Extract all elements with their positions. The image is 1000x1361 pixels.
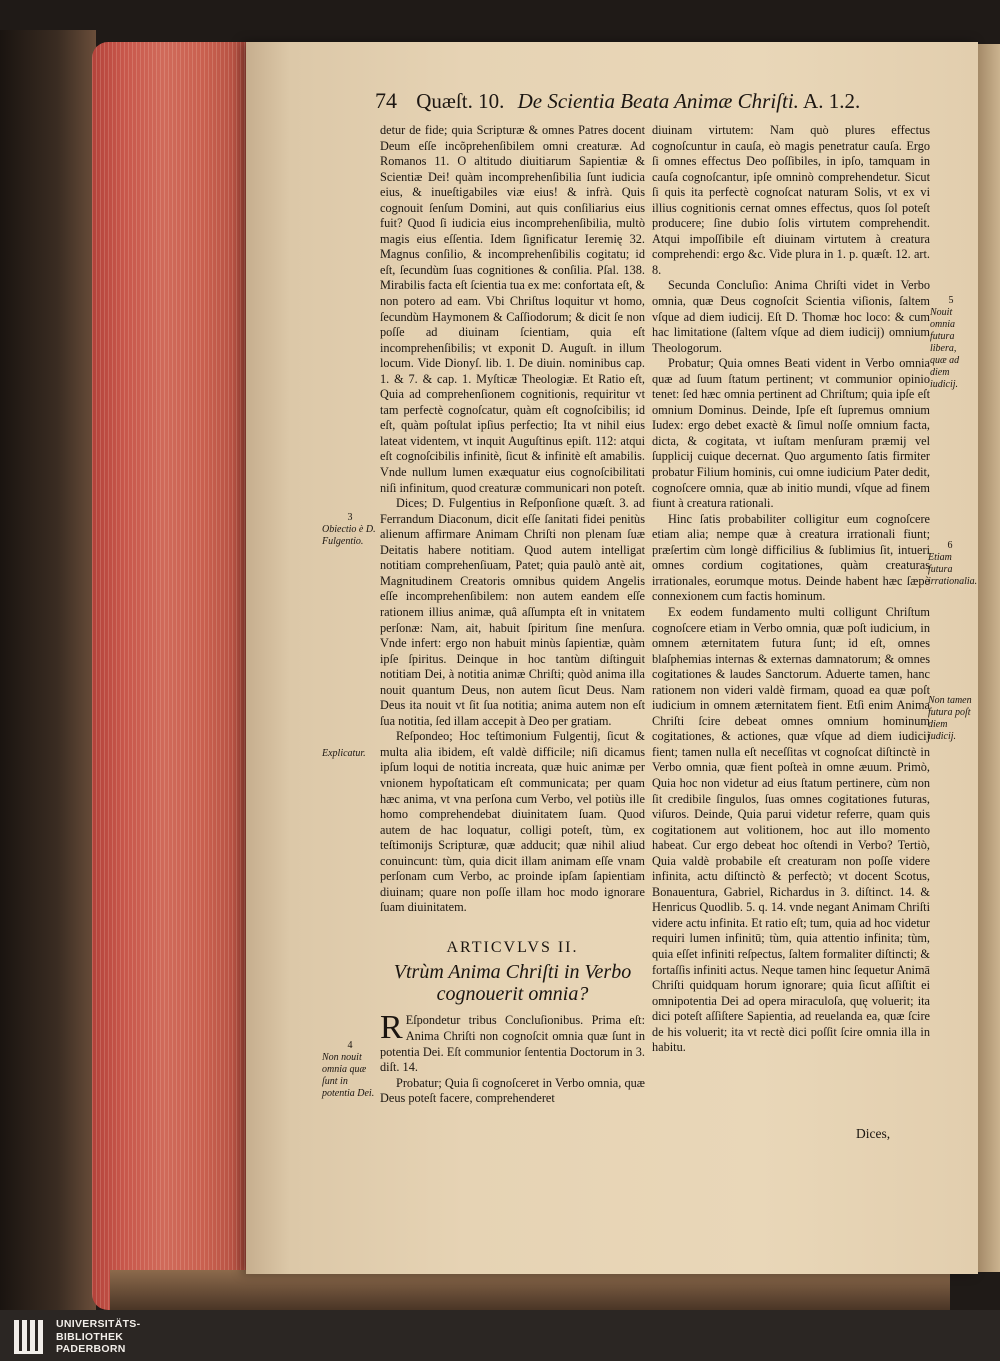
paragraph: detur de fide; quia Scripturæ & omnes Patres docent Deum eſſe incõprehenſibilem omni creaturæ. Ad Romanos 11. O altitudo diuitiarum Sapientiæ & Scientiæ Dei! quàm incomprehenſibilia ſunt iudicia eius, & inueſtigabiles viæ eius! & infrà. Quis cognouit ſenſum Domini, aut quis conſiliarius eius fuit? Quod ſi iudicia eius incomprehenſibilia, multò magis eius eſſentia. Idem ſignificatur Ieremię 32. Magnus conſilio, & incomprehenſibilis cogitatu; id eſt, ſecundùm ſuas cognitiones & conſilia. Pſal. 138. Mirabilis facta eſt ſcientia tua ex me: confortata eſt, & non potero ad eam. Vbi Chriſtus loquitur vt homo, ſecundùm Haymonem & Caſſiodorum; & dicit ſe non poſſe ad diuinam ſcientiam, quia eſt incomprehenſibilis; vt exponit D. Auguſt. in illum locum. Vide Dionyſ. lib. 1. De diuin. nominibus cap. 1. & 7. & cap. 1. Myſticæ Theologiæ. Et Ratio eſt, Quia ad comprehenſionem cognitionis, requiritur vt tam perfectè cognoſcatur, quàm eſt cognoſcibilis; id eſt, quàm poſtulat ipſius perfectio; Ita vt nihil eius lateat videntem, vt inquit Auguſtinus epiſt. 112: atqui eſt cognoſcibilis infinitè, ſicut & infinitè eſt amabilis. Vnde nullum lumen exæquatur eius cognoſcibilitati niſi infinitum, quod creaturæ communicari non poteſt. bbox=[380, 123, 646, 495]
margin-number: 3 bbox=[347, 512, 353, 523]
library-name-line: BIBLIOTHEK bbox=[56, 1330, 124, 1343]
article-heading: ARTICVLVS II. bbox=[446, 938, 579, 956]
paragraph: Secunda Concluſio: Anima Chriſti videt in Verbo omnia, quæ Deus cognoſcit Scientia viſionis, ſaltem vſque ad diem iudicij. Eſt D. Thomæ hoc loco: & cum hac limitatione (ſaltem vſque ad diem iudicij) omnium Theologorum. bbox=[652, 278, 930, 355]
catchword: Dices, bbox=[856, 1126, 891, 1141]
paragraph bbox=[380, 1009, 645, 1075]
article-reference: A. 1.2. bbox=[803, 89, 861, 113]
quaestio-label: Quæſt. 10. bbox=[416, 89, 505, 113]
facing-page-edge bbox=[978, 44, 1000, 1272]
page-number: 74 bbox=[375, 88, 397, 113]
paragraph: Dices; D. Fulgentius in Reſponſione quæſt. 3. ad Ferrandum Diaconum, dicit eſſe ſanitati fidei penitùs alienum affirmare Animam Chriſti non plenam ſuæ Deitatis habere notitiam. Quod autem intelligat notitiam comprehenſiuam, Patet; quia paulò antè ait, Magnitudinem Creatoris omnibus quidem Angelis eſſe incomprehenſibilem: non autem eandem eſſe rationem illius animæ, quâ aſſumpta eſt in vnitatem perſonæ: Nam, ait, habuit ſpiritum ſine menſura. Vnde infert: ergo non habuit minùs ſapientiæ, quàm ipſe ſpiritus. Deinque in hoc tantùm diſtinguit notitiam Dei, à notitia animæ Chriſti; quòd anima illa nouit quantum Deus, non autem ſicut Deus. Nam Deus ita nouit vt ſit ſua notitia; anima autem non eſt ſua notitia, ſed illam accepit à Deo per gratiam. bbox=[380, 496, 645, 728]
right-text-column bbox=[652, 123, 930, 1056]
library-name-line: PADERBORN bbox=[56, 1343, 126, 1356]
paragraph: Hinc ſatis probabiliter colligitur eum cognoſcere etiam alia; nempe quæ à creatura irrationali fiunt; præſertim cùm longè difficilius & ſublimius ſit, intueri omnes cordium cogitationes, quàm creaturas irrationales, eorumque motus. Deinde habent hæc ſæpè connexionem cum factis hominum. bbox=[652, 511, 930, 604]
library-name bbox=[56, 1318, 140, 1356]
margin-note-conclusion-one bbox=[322, 1040, 378, 1100]
margin-text: Non nouit omnia quæ ſunt in potentia Dei. bbox=[322, 1052, 375, 1099]
margin-number: 6 bbox=[947, 540, 953, 551]
page-title: De Scientia Beata Animæ Chriſti. bbox=[517, 89, 799, 113]
margin-note-irrational bbox=[928, 540, 978, 588]
margin-number: 5 bbox=[948, 295, 954, 306]
paragraph: Reſpondeo; Hoc teſtimonium Fulgentij, ſicut & multa alia ibidem, eſt valdè difficile; niſi dicamus ipſum loqui de notitia increata, quæ huic animæ per vnionem hypoſtaticam eſt communicata; per quam hæc anima, vt vna perſona cum Verbo, vel potiùs ille homo comprehendebat diuinitatem ſuam. Quod autem de hac loquatur, colligi poteſt, tùm, ex teſtimonijs Scripturæ, quæ adducit; quæ nihil aliud conuincunt: tùm, quia dicit illam animam eſſe vnam perſonam cum Verbo, ac proinde ipſam ſapientiam diuinam; quare non poſſe illam hoc modo ignorare ſuam diuinitatem. bbox=[380, 729, 645, 915]
library-emblem-icon bbox=[12, 1317, 48, 1357]
margin-text: Etiam futura irrationalia. bbox=[928, 552, 978, 587]
paragraph: diuinam virtutem: Nam quò plures effectus cognoſcuntur in cauſa, eò magis penetratur cauſa. Ergo ſi omnes effectus Deo poſſibiles, in ipſo, tamquam in cauſa cognoſcantur, ipſe omninò comprehendetur. Sicut ſi quis ita perfectè cognoſcat naturam Solis, vt ex vi illius cognitionis cernat omnes effectus, quos ſol poteſt producere; ſine dubio ſolis virtutem comprehendit. Atqui impoſſibile eſt diuinam virtutem à creatura comprehendi: ergo &c. Vide plura in 1. p. quæſt. 12. art. 8. bbox=[652, 123, 930, 277]
book-cover-left bbox=[0, 30, 96, 1310]
margin-text: Nouit omnia futura libera, quæ ad diem iudicij. bbox=[930, 307, 960, 390]
paragraph-text: Eſpondetur tribus Concluſionibus. Prima eſt: Anima Chriſti non cognoſcit omnia quæ ſunt in potentia Dei. Eſt communior ſententia Doctorum in 3. diſt. 14. bbox=[380, 1013, 645, 1075]
margin-note-explicatur: Explicatur. bbox=[322, 748, 366, 759]
margin-note-objection bbox=[322, 512, 378, 548]
article-title: Vtrùm Anima Chriſti in Verbo cognouerit omnia? bbox=[393, 961, 632, 1006]
red-page-edges bbox=[92, 42, 252, 1310]
paragraph: Probatur; Quia omnes Beati vident in Verbo omnia quæ ad ſuum ſtatum pertinent; vt communior opinio tenet: ſed hæc omnia pertinent ad Chriſtum; quia ipſe eſt omnium Dominus. Deinde, Ipſe eſt ſupremus omnium Iudex: ergo debet exactè & ſimul noſſe omnium facta, dicta, & cogitata, vt iuſtam menſuram præmij vel ſupplicij cuique decernat. Quo argumento ſatis firmiter probatur Filium hominis, cui omne iudicium Pater dedit, cognoſcere omnia, quæ ab initio mundi, vſque ad finem fiunt à creatura rationali. bbox=[652, 356, 930, 511]
drop-cap: R bbox=[380, 1009, 403, 1047]
margin-text: Obiectio è D. Fulgentio. bbox=[322, 524, 376, 547]
margin-number: 4 bbox=[347, 1040, 353, 1051]
running-head bbox=[375, 88, 935, 128]
paragraph: Ex eodem fundamento multi colligunt Chriſtum cognoſcere etiam in Verbo omnia, quæ poſt iudicium, in omnem æternitatem futura ſunt; id eſt, omnes blaſphemias internas & externas damnatorum; & omnes cogitationes & laudes Sanctorum. Aduerte tamen, hanc rationem non videri valdè firmam, quoad ea quæ poſt iudicium in omnem æternitatem fient. Etſi enim Anima Chriſti ſcire debeat omnes omnium hominum cogitationes, & actiones, quæ vſque ad diem iudicij fient; tamen nulla eſt neceſſitas vt cognoſcat diſtinctè in Verbo omnia, quæ fient poſteà in omne æuum. Primò, Quia hoc non videtur ad eius ſtatum pertinere, cùm non ſit credibile ſingulos, ſuas omnes cogitationes futuras, viſuros. Deinde, Quia parui videtur referre, quam quis cogitationem aut volitionem, hoc aut illo momento habeat. Cur ergo debeat hoc oſtendi in Verbo? Tertiò, Quia valdè probabile eſt creaturam non poſſe videre infinita, actu diſtinctò & perfectò; vt docent Scotus, Bonauentura, Gabriel, Richardus in 3. diſtinct. 14. & Henricus Quodlib. 5. q. 14. vnde negant Animam Chriſti videre actu infinita. Et ratio eſt; tum, quia ad hoc videtur requiri lumen infinitū; tùm, quia attentio infinita; tùm, quia eſſet infiniti reſpectus, ſaltem formaliter diſtincti; & fortaſſis infiniti actus. Neque tamen hinc ſequetur Animā Chriſti quidquam horum ignorare; quia ſicut aſſiſtit ei omnipotentia Dei ad opera miraculoſa, quę voluerit; ita dici poteſt aſſiſtere Sapientia, ad reuelanda ea, quæ ſcire de his voluerit; ita vt rectè dici poſſit ſcire omnia illa in habitu. bbox=[652, 604, 930, 1055]
library-name-line: UNIVERSITÄTS- bbox=[56, 1318, 141, 1331]
book-bottom-edge bbox=[110, 1270, 950, 1310]
library-logo bbox=[12, 1313, 140, 1361]
paragraph: Probatur; Quia ſi cognoſceret in Verbo omnia, quæ Deus poteſt facere, comprehenderet bbox=[380, 1075, 645, 1106]
margin-note-after-judgment: Non tamen futura poſt diem iudicij. bbox=[928, 695, 972, 742]
left-text-column bbox=[380, 123, 645, 1107]
margin-note-conclusion-two bbox=[930, 295, 972, 391]
